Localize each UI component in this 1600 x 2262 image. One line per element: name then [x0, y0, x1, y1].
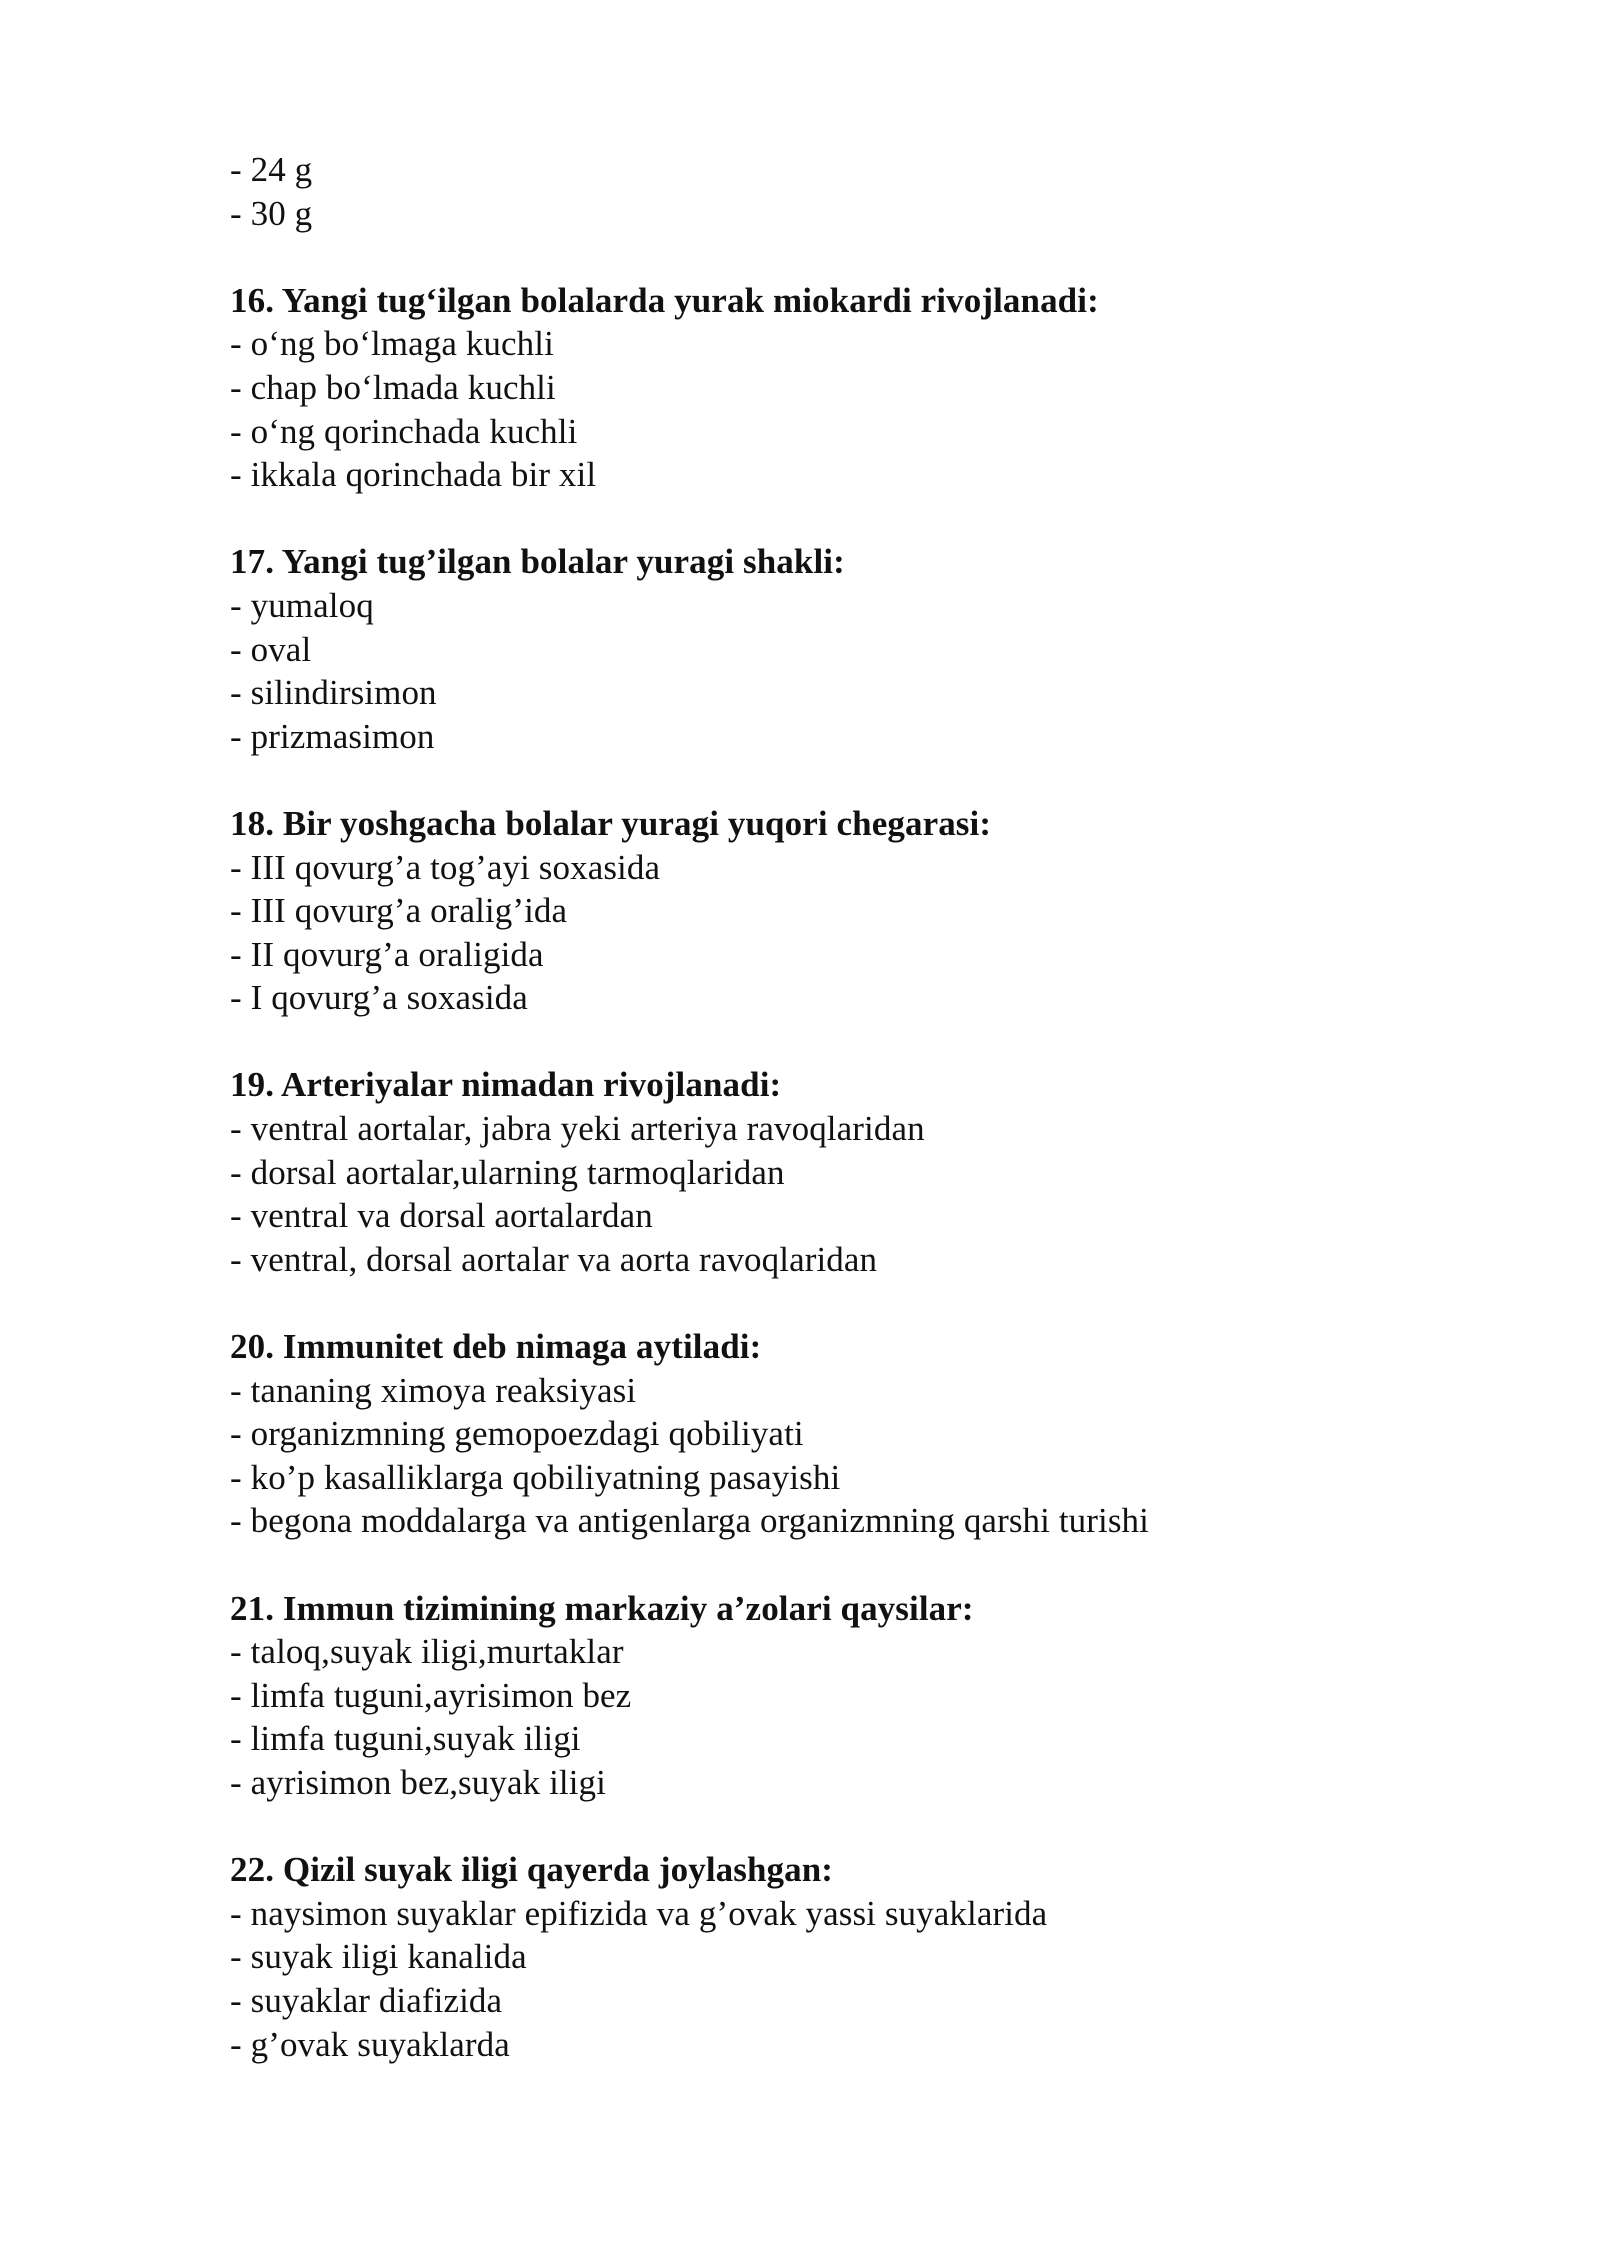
option-text: - o‘ng qorinchada kuchli [230, 411, 578, 451]
question-18 [230, 802, 1530, 1020]
intro-options [230, 148, 1530, 235]
option-text: - oval [230, 629, 312, 669]
question-title: 20. Immunitet deb nimaga aytiladi: [230, 1327, 762, 1367]
option-text: - ventral aortalar, jabra yeki arteriya ravoqlaridan [230, 1109, 925, 1149]
question-22 [230, 1848, 1530, 2066]
question-title: 22. Qizil suyak iligi qayerda joylashgan: [230, 1850, 834, 1890]
question-20 [230, 1325, 1530, 1543]
option-text: - tananing ximoya reaksiyasi [230, 1370, 637, 1410]
option-text: - organizmning gemopoezdagi qobiliyati [230, 1414, 804, 1454]
option-text: - prizmasimon [230, 716, 435, 756]
option-text: - ventral va dorsal aortalardan [230, 1196, 653, 1236]
option-text: - ko’p kasalliklarga qobiliyatning pasayishi [230, 1457, 841, 1497]
option-text: - dorsal aortalar,ularning tarmoqlaridan [230, 1152, 785, 1192]
option-text: - ayrisimon bez,suyak iligi [230, 1762, 606, 1802]
option-text: - I qovurg’a soxasida [230, 978, 528, 1018]
option-text: - begona moddalarga va antigenlarga organizmning qarshi turishi [230, 1501, 1149, 1541]
option-text: - suyaklar diafizida [230, 1980, 503, 2020]
option-text: - limfa tuguni,suyak iligi [230, 1719, 581, 1759]
document-page [230, 148, 1530, 2066]
question-21 [230, 1587, 1530, 1805]
option-text: - taloq,suyak iligi,murtaklar [230, 1632, 624, 1672]
question-16 [230, 279, 1530, 497]
option-text: - 24 g [230, 150, 313, 189]
option-text: - ikkala qorinchada bir xil [230, 455, 597, 495]
question-title: 21. Immun tizimining markaziy a’zolari qaysilar: [230, 1588, 974, 1628]
option-text: - silindirsimon [230, 673, 437, 713]
question-title: 19. Arteriyalar nimadan rivojlanadi: [230, 1065, 782, 1105]
option-text: - g’ovak suyaklarda [230, 2024, 510, 2064]
option-text: - suyak iligi kanalida [230, 1937, 527, 1977]
question-title: 16. Yangi tug‘ilgan bolalarda yurak miokardi rivojlanadi: [230, 280, 1099, 320]
question-17 [230, 540, 1530, 758]
option-text: - III qovurg’a tog’ayi soxasida [230, 847, 661, 887]
question-title: 17. Yangi tug’ilgan bolalar yuragi shakli: [230, 542, 845, 582]
question-title: 18. Bir yoshgacha bolalar yuragi yuqori chegarasi: [230, 803, 992, 843]
option-text: - naysimon suyaklar epifizida va g’ovak yassi suyaklarida [230, 1893, 1048, 1933]
option-text: - o‘ng bo‘lmaga kuchli [230, 324, 554, 364]
option-text: - yumaloq [230, 585, 374, 625]
option-text: - limfa tuguni,ayrisimon bez [230, 1675, 632, 1715]
option-text: - chap bo‘lmada kuchli [230, 367, 556, 407]
option-text: - III qovurg’a oralig’ida [230, 891, 568, 931]
option-text: - 30 g [230, 193, 313, 233]
option-text: - ventral, dorsal aortalar va aorta ravoqlaridan [230, 1239, 878, 1279]
option-text: - II qovurg’a oraligida [230, 934, 544, 974]
question-19 [230, 1063, 1530, 1281]
